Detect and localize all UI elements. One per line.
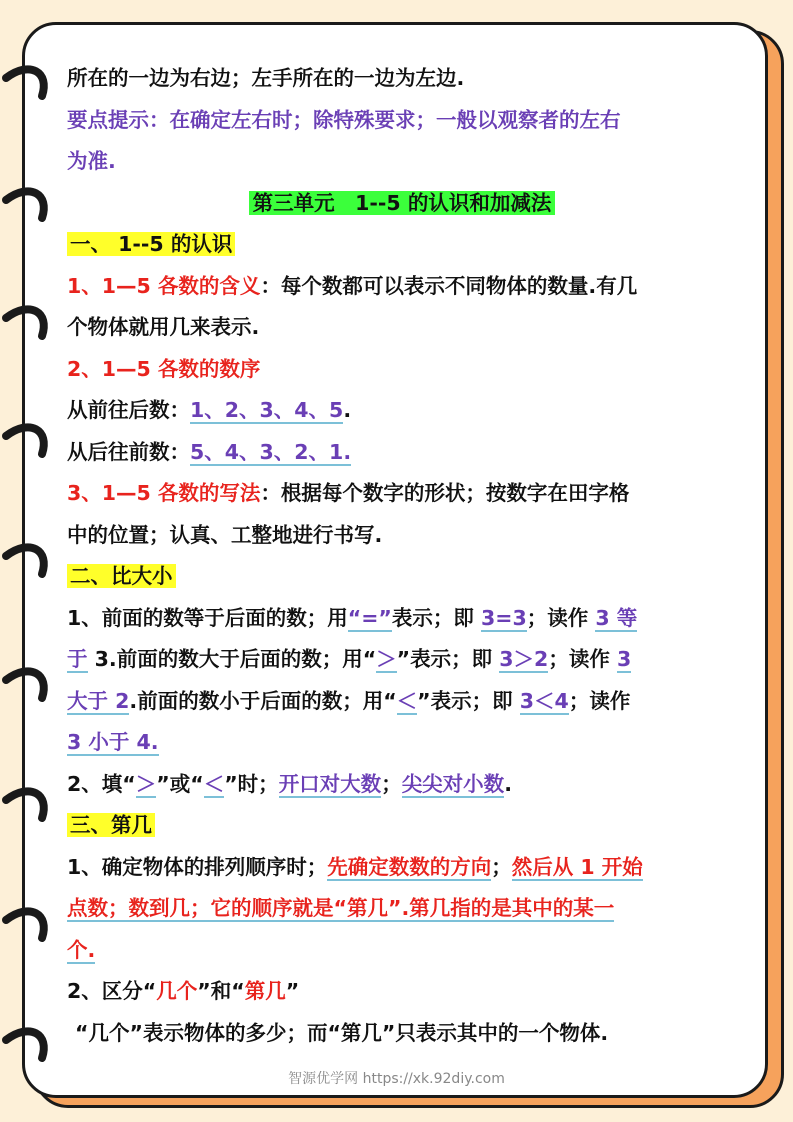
answer-text: 3 小于 4.	[67, 730, 159, 754]
text: .	[343, 398, 352, 422]
text: 从后往前数：	[67, 439, 190, 464]
text-line	[67, 58, 737, 100]
text-line	[67, 432, 737, 474]
section-heading	[67, 224, 737, 266]
answer-text: ＞	[135, 771, 157, 796]
text-line	[67, 1013, 737, 1055]
text-line	[67, 473, 737, 515]
binder-ring-icon	[6, 911, 44, 938]
answer-text: 5、4、3、2、1.	[190, 439, 352, 464]
text: ；读作	[568, 688, 631, 713]
binder-ring-icon	[6, 791, 44, 818]
text: 2、区分“	[67, 979, 157, 1003]
text-line	[67, 598, 737, 640]
text-line	[67, 307, 737, 349]
keyword-text: 第几	[244, 979, 286, 1003]
answer-text: 1、2、3、4、5	[190, 398, 344, 422]
text-line	[67, 722, 737, 764]
text: ；读作	[526, 605, 596, 630]
tip-text: 为准.	[67, 149, 116, 173]
text-line	[67, 930, 737, 972]
section-heading	[67, 556, 737, 598]
binder-ring-icon	[6, 427, 44, 454]
answer-text: 于	[67, 647, 88, 671]
section-title: 二、比大小	[67, 564, 176, 588]
answer-text: 点数；数到几；它的顺序就是“第几”.第几指的是其中的某一	[67, 896, 615, 920]
text: “几个”表示物体的多少；而“第几”只表示其中的一个物体.	[75, 1020, 609, 1045]
answer-text: ＜	[396, 688, 418, 713]
text: ：每个数都可以表示不同物体的数量.有几	[260, 273, 638, 298]
text: ”表示；即	[417, 688, 520, 713]
binder-ring-icon	[6, 547, 44, 574]
text-line	[67, 847, 737, 889]
text: .前面的数小于后面的数；用“	[129, 688, 397, 713]
tip-line	[67, 100, 737, 142]
section-title: 三、第几	[67, 813, 155, 837]
text: 所在的一边为右边；左手所在的一边为左边.	[67, 66, 465, 90]
answer-text: 大于 2	[67, 688, 130, 713]
answer-text: 3 等	[595, 605, 638, 630]
text-line	[67, 349, 737, 391]
text: ”或“	[156, 771, 204, 796]
text: ；读作	[548, 647, 617, 671]
text-line	[67, 764, 737, 806]
text: 1、前面的数等于后面的数；用	[67, 605, 348, 630]
binder-ring-icon	[6, 69, 44, 96]
text-line	[67, 515, 737, 557]
text: ”	[285, 979, 300, 1003]
unit-title: 第三单元 1--5 的认识和加减法	[249, 191, 556, 215]
text-line	[67, 681, 737, 723]
answer-text: 3	[616, 647, 632, 671]
section-title: 一、 1--5 的认识	[67, 232, 235, 256]
answer-text: ＞	[376, 647, 397, 671]
keyword-text: 几个	[156, 979, 198, 1003]
point-label: 1、1—5 各数的含义	[67, 273, 261, 298]
tip-line	[67, 141, 737, 183]
text: 表示；即	[391, 605, 482, 630]
answer-text: 3＜4	[519, 688, 569, 713]
binder-ring-icon	[6, 1031, 44, 1058]
footer-watermark: 智源优学网 https://xk.92diy.com	[288, 1071, 505, 1087]
answer-text: 个.	[67, 937, 96, 962]
text: 1、确定物体的排列顺序时；	[67, 854, 328, 879]
text: ”和“	[197, 979, 245, 1003]
binder-ring-icon	[6, 671, 44, 698]
text: 3.前面的数大于后面的数；用“	[87, 647, 377, 671]
text-line	[67, 971, 737, 1013]
text: ：根据每个数字的形状；按数字在田字格	[260, 481, 630, 505]
unit-title-line	[67, 183, 737, 225]
answer-text: 3=3	[481, 605, 527, 630]
point-label: 3、1—5 各数的写法	[67, 481, 261, 505]
binder-ring-icon	[6, 309, 44, 336]
answer-text: 开口对大数	[278, 771, 382, 796]
text: ”时；	[224, 771, 279, 796]
text-line	[67, 266, 737, 308]
text: 个物体就用几来表示.	[67, 315, 260, 339]
tip-text: 要点提示：在确定左右时；除特殊要求；一般以观察者的左右	[67, 107, 621, 132]
answer-text: “=”	[347, 605, 392, 630]
answer-text: 先确定数数的方向	[327, 854, 492, 879]
point-label: 2、1—5 各数的数序	[67, 356, 261, 381]
page-content	[67, 58, 737, 1054]
binder-ring-icon	[6, 191, 44, 218]
text: 从前往后数：	[67, 398, 190, 422]
text: 中的位置；认真、工整地进行书写.	[67, 522, 383, 547]
answer-text: 3＞2	[499, 647, 549, 671]
section-heading	[67, 805, 737, 847]
answer-text: 然后从 1 开始	[511, 854, 643, 879]
answer-text: 尖尖对小数	[401, 771, 505, 796]
text: ”表示；即	[396, 647, 500, 671]
text-line	[67, 639, 737, 681]
text: 2、填“	[67, 771, 136, 796]
text: ；	[491, 854, 512, 879]
text: .	[504, 771, 512, 796]
text: ；	[381, 771, 402, 796]
answer-text: ＜	[203, 771, 225, 796]
text-line	[67, 888, 737, 930]
text-line	[67, 390, 737, 432]
